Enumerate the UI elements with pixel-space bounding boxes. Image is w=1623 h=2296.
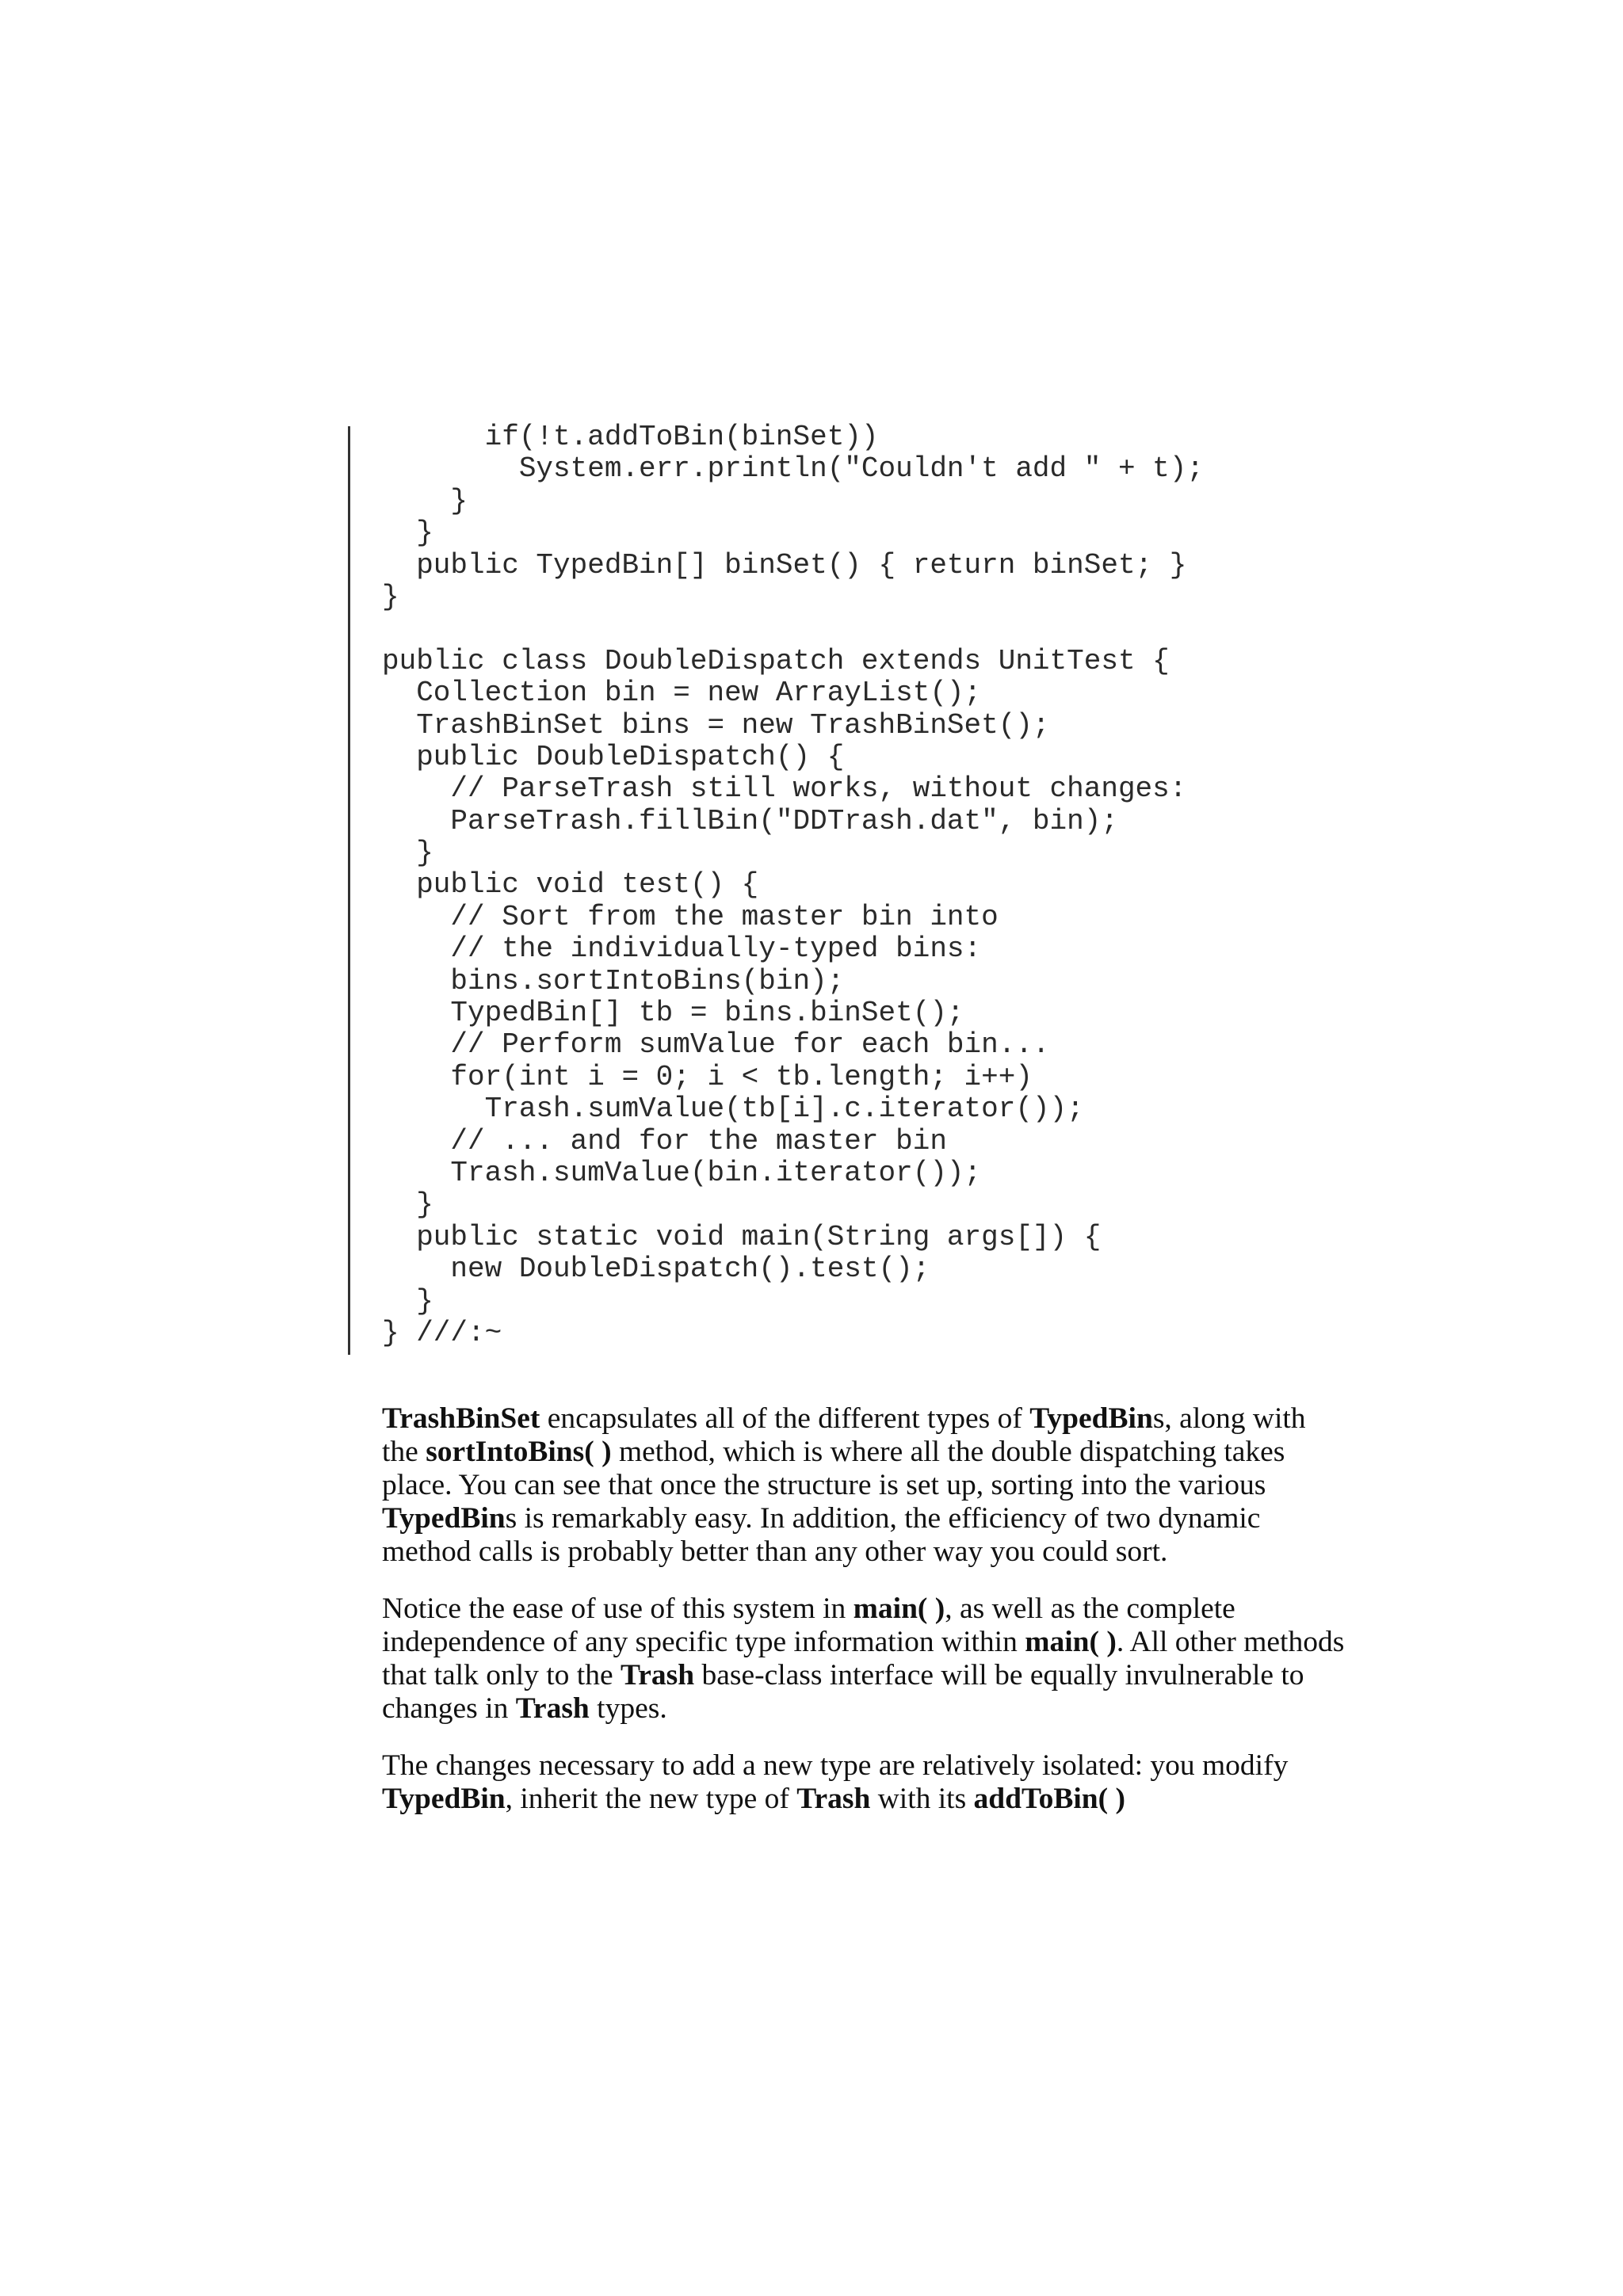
text-run: encapsulates all of the different types of xyxy=(540,1402,1030,1435)
code-line: Collection bin = new ArrayList(); xyxy=(382,677,982,710)
code-term: Trash xyxy=(796,1783,871,1815)
text-run: , as well as the complete independence of any specific type information within xyxy=(382,1592,1235,1658)
code-line: // Sort from the master bin into xyxy=(382,900,999,933)
code-line: if(!t.addToBin(binSet)) xyxy=(382,421,879,453)
text-run: s, along with the xyxy=(382,1402,1306,1468)
code-term: sortIntoBins( ) xyxy=(426,1436,612,1468)
body-text xyxy=(382,1402,1349,1840)
code-line: // Perform sumValue for each bin... xyxy=(382,1028,1050,1062)
code-line: } xyxy=(382,517,433,550)
paragraph xyxy=(382,1592,1349,1726)
code-line: ParseTrash.fillBin("DDTrash.dat", bin); xyxy=(382,804,1118,837)
code-listing xyxy=(382,421,1204,1349)
text-run: . All other methods that talk only to the xyxy=(382,1626,1345,1691)
code-margin-rule xyxy=(348,426,350,1355)
code-term: main( ) xyxy=(853,1592,945,1625)
text-run: base-class interface will be equally invulnerable to changes in xyxy=(382,1659,1304,1725)
code-line: } xyxy=(382,1284,433,1318)
code-line: bins.sortIntoBins(bin); xyxy=(382,964,845,997)
code-line: public TypedBin[] binSet() { return binSet; } xyxy=(382,548,1187,582)
text-run: types. xyxy=(589,1692,667,1725)
code-line: } xyxy=(382,837,433,870)
code-line: } xyxy=(382,580,399,613)
code-line: for(int i = 0; i < tb.length; i++) xyxy=(382,1060,1033,1093)
code-line xyxy=(382,613,1204,645)
code-line: public void test() { xyxy=(382,868,759,902)
code-line: TrashBinSet bins = new TrashBinSet(); xyxy=(382,708,1050,742)
code-term: TypedBin xyxy=(1029,1402,1153,1435)
paragraph xyxy=(382,1402,1349,1569)
code-term: Trash xyxy=(515,1692,590,1725)
code-line: System.err.println("Couldn't add " + t); xyxy=(382,452,1204,486)
text-run: s is remarkably easy. In addition, the efficiency of two dynamic method calls is probably better than any other way you could sort. xyxy=(382,1502,1261,1568)
text-run: with its xyxy=(870,1783,974,1815)
code-term: TypedBin xyxy=(382,1783,506,1815)
code-line: // ... and for the master bin xyxy=(382,1124,947,1158)
text-run: The changes necessary to add a new type are relatively isolated: you modify xyxy=(382,1749,1289,1782)
code-line: new DoubleDispatch().test(); xyxy=(382,1253,930,1286)
code-term: TypedBin xyxy=(382,1502,506,1535)
code-line: } ///:~ xyxy=(382,1316,502,1349)
text-run: method, which is where all the double dispatching takes place. You can see that once the structure is set up, sorting into the various xyxy=(382,1436,1285,1501)
code-line: TypedBin[] tb = bins.binSet(); xyxy=(382,997,964,1030)
code-line: public static void main(String args[]) { xyxy=(382,1220,1102,1253)
code-line: public class DoubleDispatch extends UnitTest { xyxy=(382,644,1170,677)
code-term: Trash xyxy=(621,1659,695,1691)
code-line: public DoubleDispatch() { xyxy=(382,740,845,773)
code-line: Trash.sumValue(bin.iterator()); xyxy=(382,1156,982,1189)
code-line: // ParseTrash still works, without changes: xyxy=(382,772,1187,806)
code-line: // the individually-typed bins: xyxy=(382,933,982,966)
code-line: Trash.sumValue(tb[i].c.iterator()); xyxy=(382,1093,1084,1126)
code-term: TrashBinSet xyxy=(382,1402,540,1435)
code-term: addToBin( ) xyxy=(973,1783,1125,1815)
code-term: main( ) xyxy=(1025,1626,1117,1658)
code-line: } xyxy=(382,484,468,517)
text-run: , inherit the new type of xyxy=(505,1783,797,1815)
paragraph xyxy=(382,1749,1349,1816)
code-line: } xyxy=(382,1188,433,1222)
text-run: Notice the ease of use of this system in xyxy=(382,1592,854,1625)
